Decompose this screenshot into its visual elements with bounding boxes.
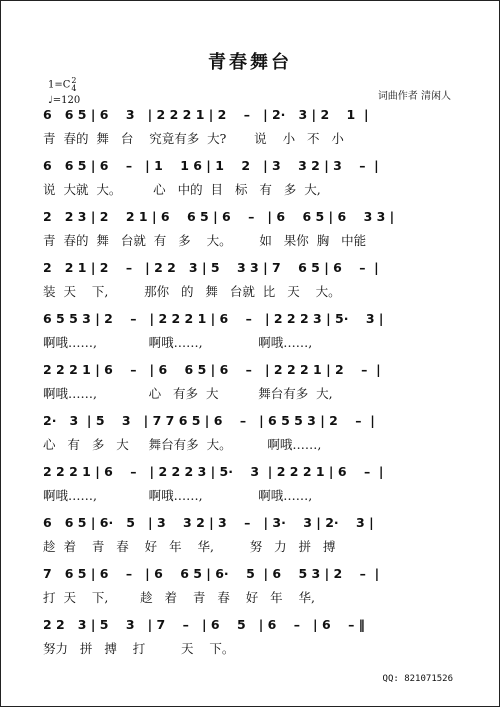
score-line bbox=[1, 410, 499, 464]
notes-row: 7 6 5 | 6 – | 6 6 5 | 6· 5 | 6 5 3 | 2 – | bbox=[43, 566, 380, 581]
score-line bbox=[1, 308, 499, 362]
notes-row: 2· 3 | 5 3 | 7 7 6 5 | 6 – | 6 5 5 3 | 2 – | bbox=[43, 413, 375, 428]
lyrics-row: 啊哦……, 心 有多 大 舞台有多 大, bbox=[43, 386, 333, 401]
lyrics-row: 青 春的 舞 台就 有 多 大。 如 果你 胸 中能 bbox=[43, 233, 367, 248]
lyrics-row: 趁 着 青 春 好 年 华, 努 力 拼 搏 bbox=[43, 539, 336, 554]
notes-row: 2 2 3 | 5 3 | 7 – | 6 5 | 6 – | 6 – ‖ bbox=[43, 617, 365, 632]
key-label: 1=C bbox=[48, 79, 71, 91]
time-signature-numerator: 2 bbox=[71, 76, 77, 85]
notes-row: 6 6 5 | 6 3 | 2 2 2 1 | 2 – | 2· 3 | 2 1 | bbox=[43, 107, 369, 122]
lyrics-row: 青 春的 舞 台 究竟有多 大? 说 小 不 小 bbox=[43, 131, 344, 146]
score-line bbox=[1, 104, 499, 158]
lyrics-row: 啊哦……, 啊哦……, 啊哦……, bbox=[43, 488, 313, 503]
notes-row: 6 6 5 | 6 – | 1 1 6 | 1 2 | 3 3 2 | 3 – | bbox=[43, 158, 379, 173]
notes-row: 6 5 5 3 | 2 – | 2 2 2 1 | 6 – | 2 2 2 3 | 5· 3 | bbox=[43, 311, 384, 326]
lyrics-row: 努力 拼 搏 打 天 下。 bbox=[43, 641, 235, 656]
song-title: 青春舞台 bbox=[208, 52, 292, 73]
key-signature bbox=[48, 77, 77, 93]
notes-row: 2 2 2 1 | 6 – | 2 2 2 3 | 5· 3 | 2 2 2 1 | 6 – | bbox=[43, 464, 384, 479]
contact-qq: QQ: 821071526 bbox=[382, 674, 453, 684]
score-line bbox=[1, 155, 499, 209]
score-line bbox=[1, 461, 499, 515]
score-line bbox=[1, 359, 499, 413]
lyrics-row: 啊哦……, 啊哦……, 啊哦……, bbox=[43, 335, 313, 350]
notes-row: 2 2 1 | 2 – | 2 2 3 | 5 3 3 | 7 6 5 | 6 – | bbox=[43, 260, 379, 275]
lyrics-row: 打 天 下, 趁 着 青 春 好 年 华, bbox=[43, 590, 316, 605]
time-signature-denominator: 4 bbox=[71, 84, 77, 93]
time-signature bbox=[71, 77, 76, 93]
tempo-marking: ♩=120 bbox=[48, 95, 81, 106]
score-line bbox=[1, 614, 499, 668]
lyrics-row: 心 有 多 大 舞台有多 大。 啊哦……, bbox=[43, 437, 322, 452]
notes-row: 2 2 3 | 2 2 1 | 6 6 5 | 6 – | 6 6 5 | 6 3 3 | bbox=[43, 209, 395, 224]
score-line bbox=[1, 206, 499, 260]
score-line bbox=[1, 512, 499, 566]
score-line bbox=[1, 257, 499, 311]
lyrics-row: 说 大就 大。 心 中的 目 标 有 多 大, bbox=[43, 182, 321, 197]
notes-row: 2 2 2 1 | 6 – | 6 6 5 | 6 – | 2 2 2 1 | 2 – | bbox=[43, 362, 381, 377]
notes-row: 6 6 5 | 6· 5 | 3 3 2 | 3 – | 3· 3 | 2· 3 | bbox=[43, 515, 374, 530]
author-credit: 词曲作者 清闲人 bbox=[377, 91, 451, 102]
lyrics-row: 装 天 下, 那你 的 舞 台就 比 天 大。 bbox=[43, 284, 341, 299]
score-line bbox=[1, 563, 499, 617]
